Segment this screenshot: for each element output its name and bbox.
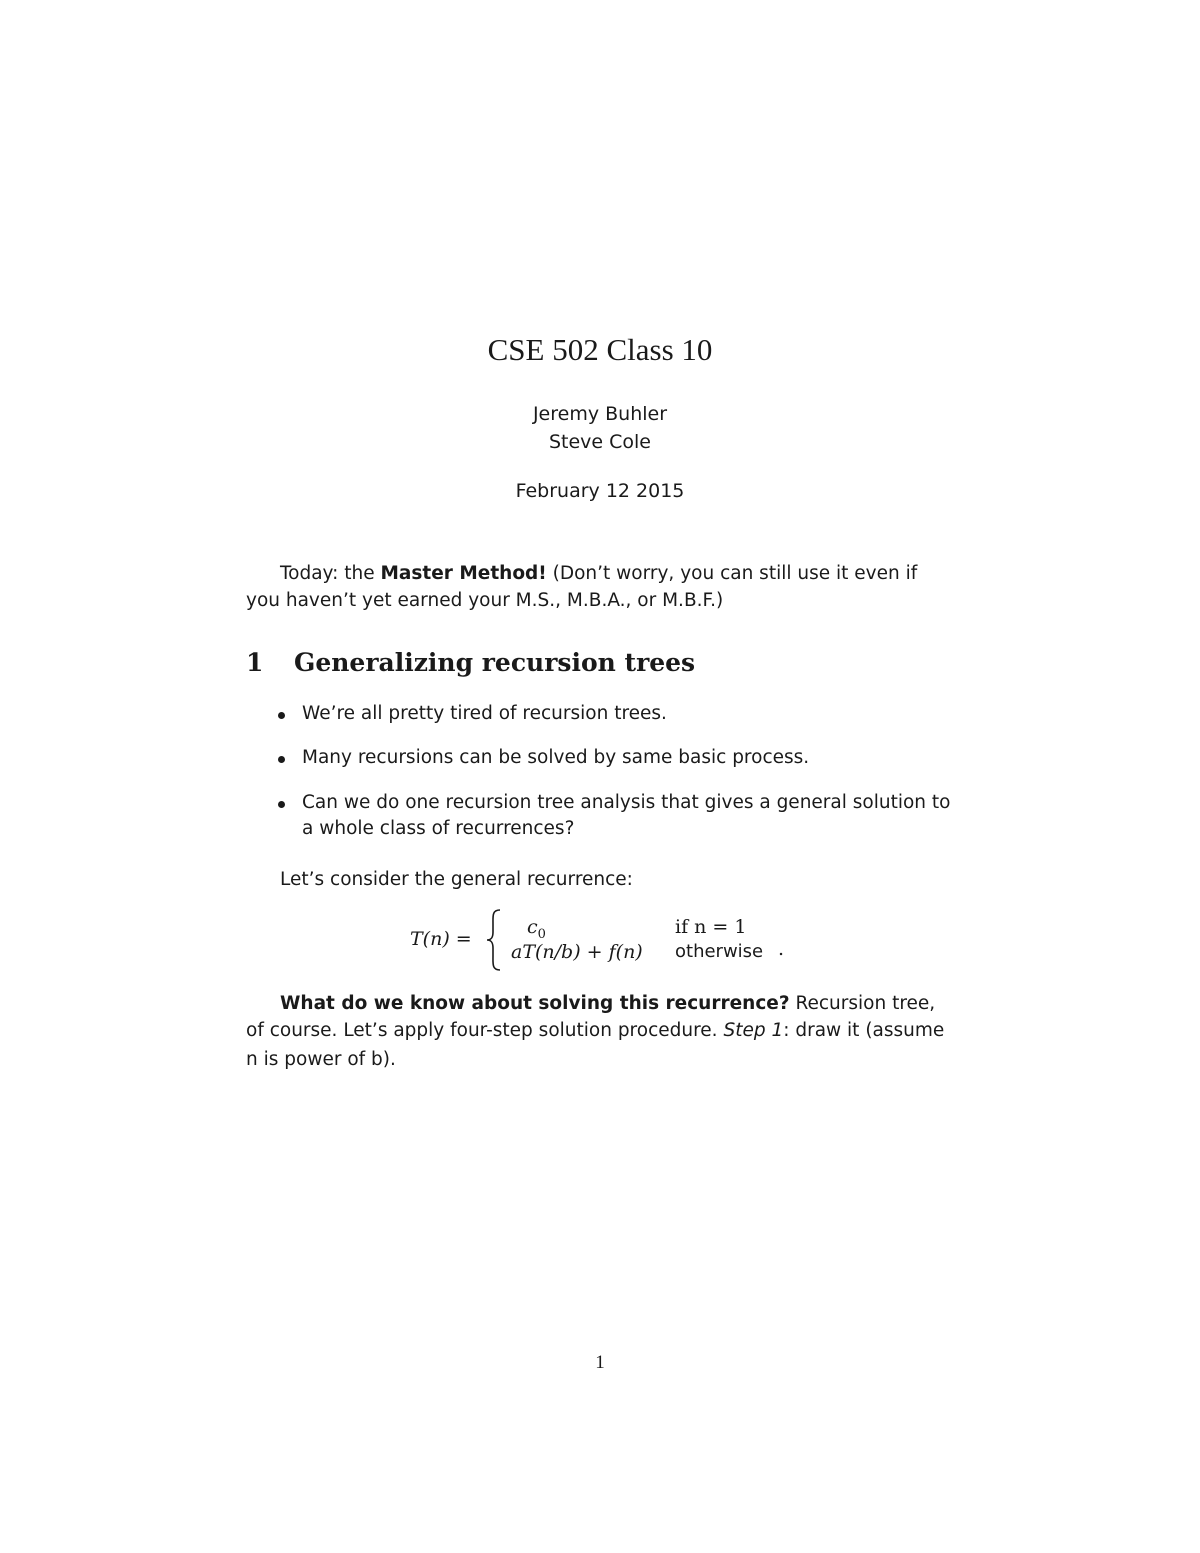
case-2-value: aT(n/b) + f(n) [511,941,643,963]
left-brace-icon [484,908,504,972]
recurrence-lhs: T(n) = [410,928,472,950]
para-2-line-1: What do we know about solving this recurrence? Recursion tree, [280,993,936,1014]
intro-line-1: Today: the Master Method! (Don’t worry, you can still use it even if [280,563,918,584]
master-method-emphasis: Master Method! [380,563,547,584]
case-2-condition: otherwise [675,941,764,962]
section-number: 1 [246,648,264,677]
question-emphasis: What do we know about solving this recurrence? [280,993,790,1014]
case-1-condition: if n = 1 [675,916,747,938]
consider-line: Let’s consider the general recurrence: [280,869,633,890]
step-label: Step 1 [723,1020,784,1041]
page-title: CSE 502 Class 10 [487,332,713,367]
list-item: Many recursions can be solved by same basic process. [278,745,958,771]
para-2-line-2: of course. Let’s apply four-step solution procedure. Step 1: draw it (assume [246,1020,945,1041]
section-heading [246,645,695,681]
list-item: Can we do one recursion tree analysis that gives a general solution to a whole class of recurrences? [278,790,958,842]
case-1-value: $c_0$ [527,916,546,942]
list-item: We’re all pretty tired of recursion trees. [278,701,958,727]
section-title: Generalizing recursion trees [294,648,696,677]
para-2-line-3: n is power of b). [246,1049,396,1070]
equation-period: . [778,938,785,960]
author-name: Steve Cole [548,431,652,453]
bullet-icon [278,801,285,808]
page-number: 1 [595,1352,605,1373]
bullet-icon [278,756,285,763]
author-name: Jeremy Buhler [532,403,668,425]
date: February 12 2015 [515,480,685,502]
bullet-icon [278,712,285,719]
intro-line-2: you haven’t yet earned your M.S., M.B.A., or M.B.F.) [246,590,724,611]
